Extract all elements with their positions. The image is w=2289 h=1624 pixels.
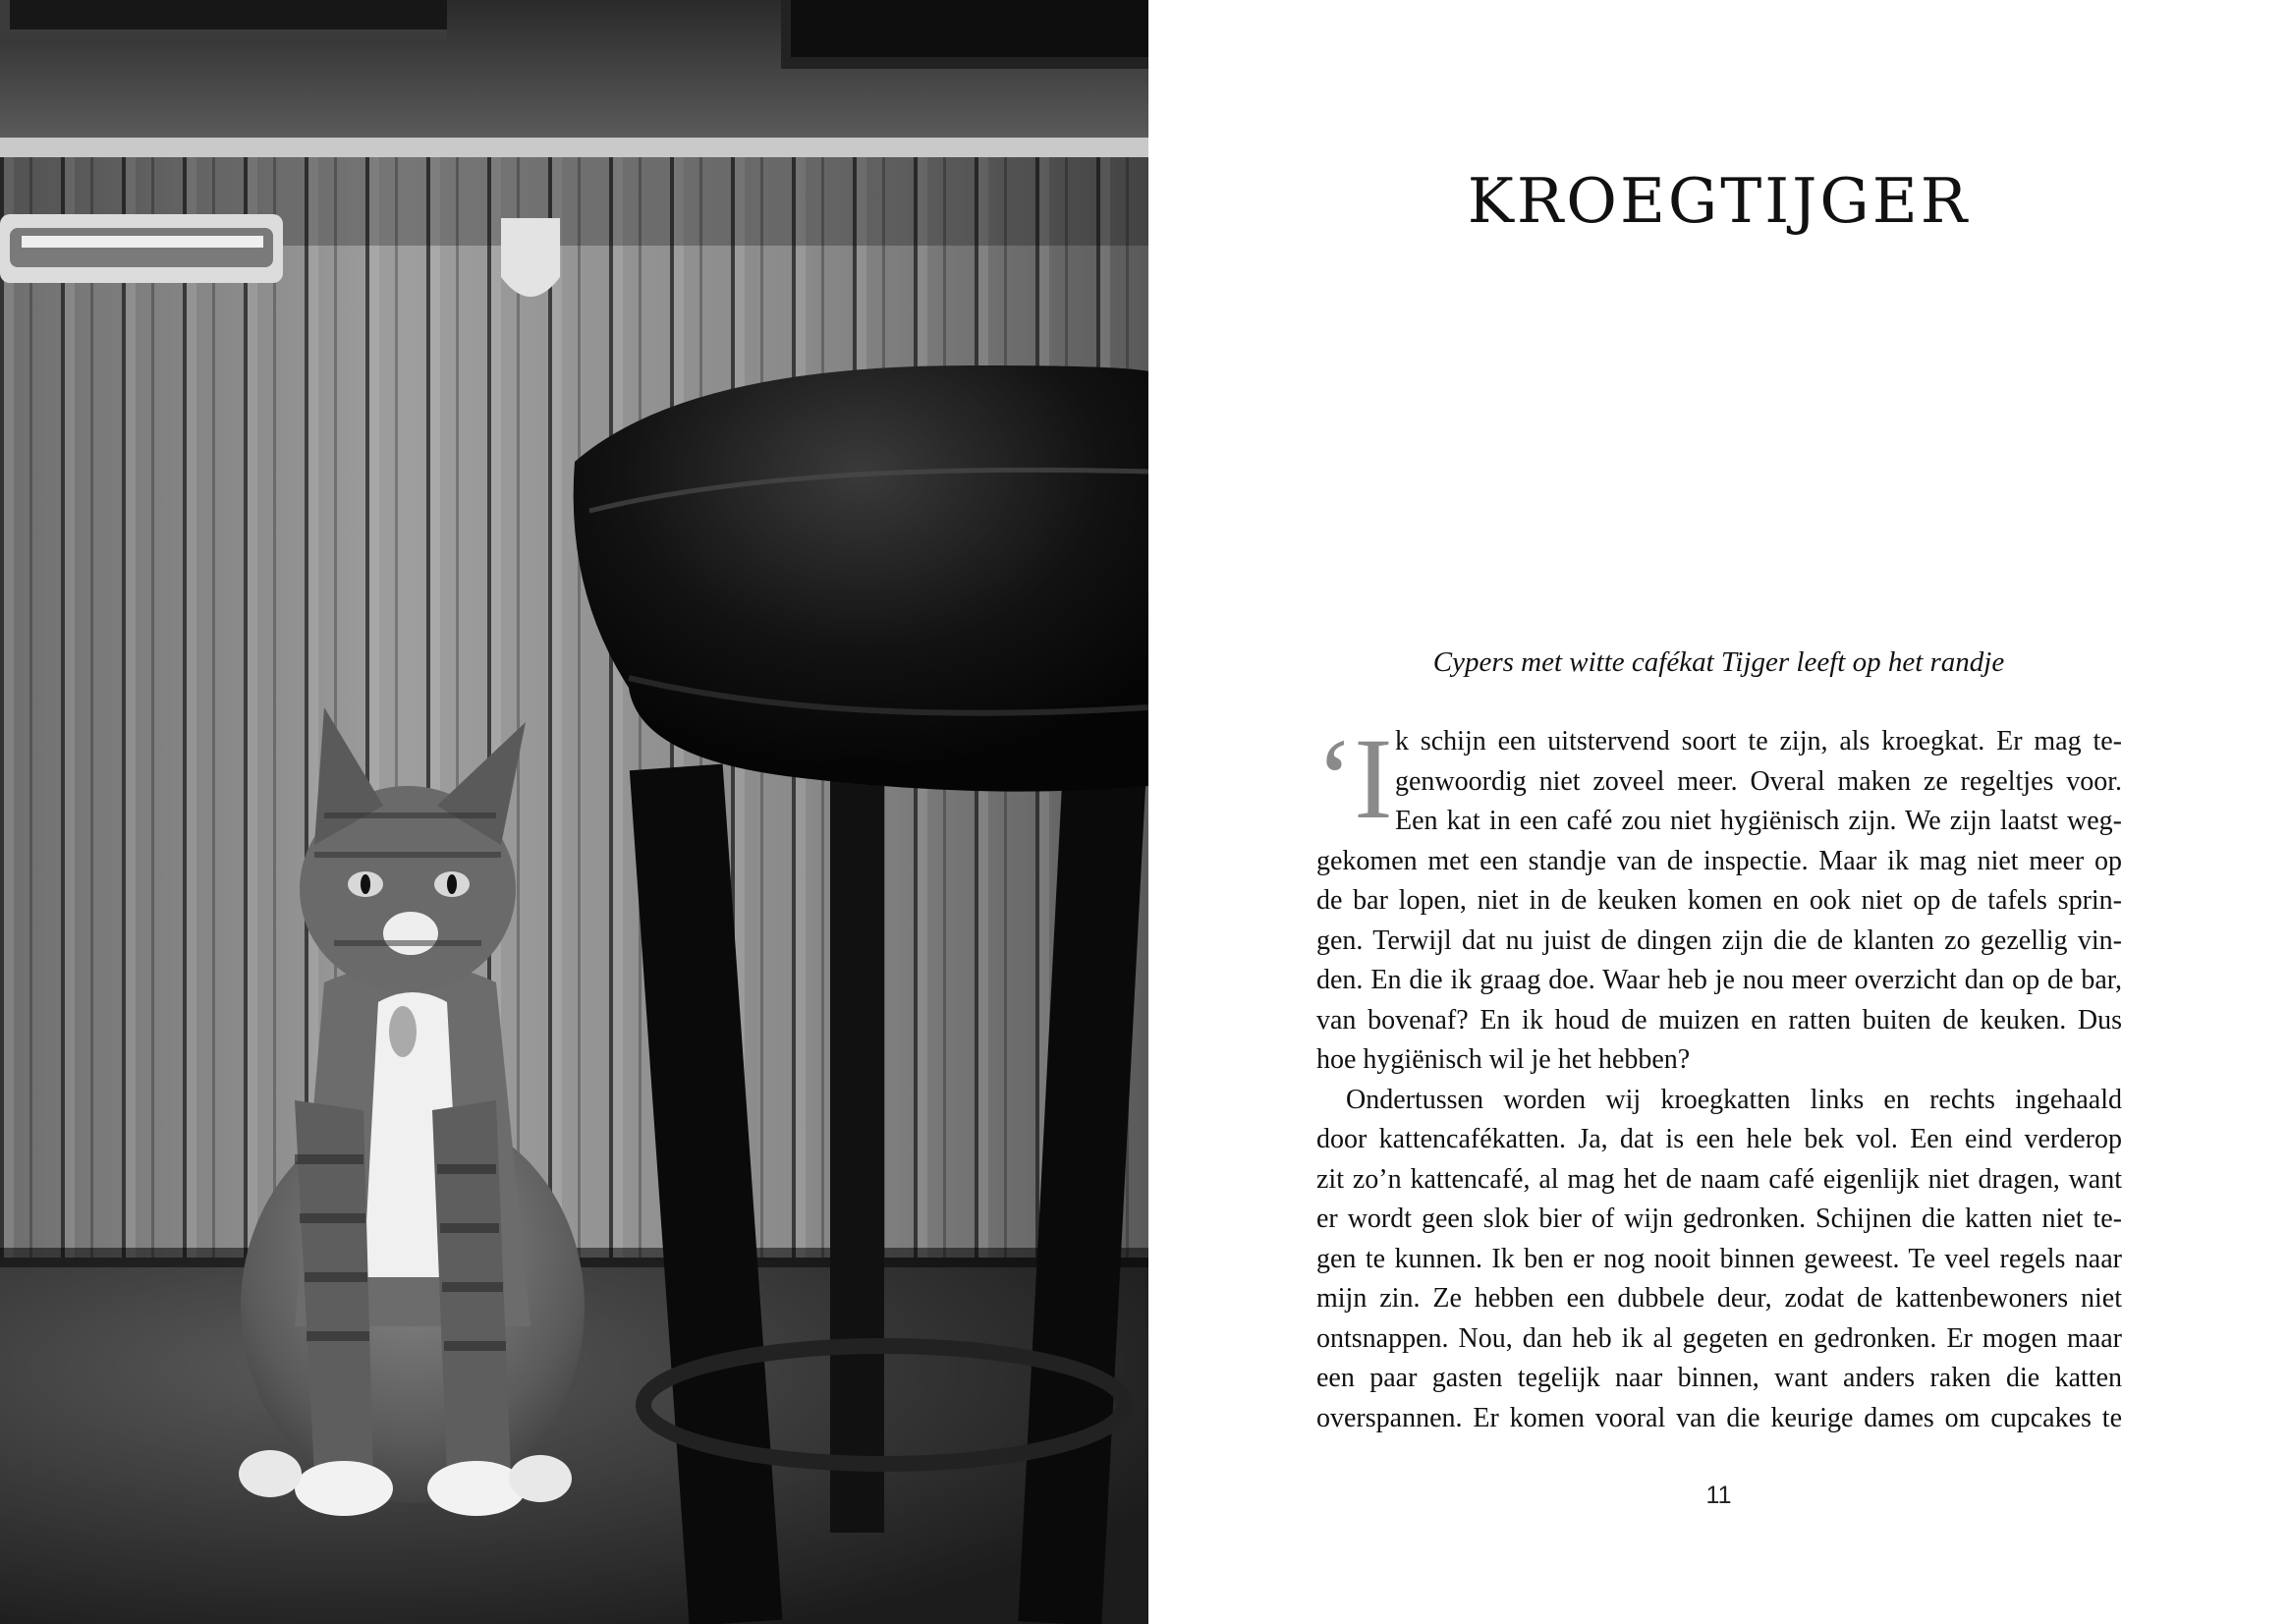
text-line: k schijn een uitstervend soort te zijn, als kroegkat. Er mag te- [1395,726,2122,756]
text-line: zit zo’n kattencafé, al mag het de naam café eigenlijk niet dragen, want [1316,1163,2122,1195]
text-page [1148,0,2289,1624]
text-line: Ondertussen worden wij kroegkatten links en rechts ingehaald [1346,1084,2122,1115]
chapter-subtitle: Cypers met witte cafékat Tijger leeft op het randje [1432,646,2005,678]
page-number: 11 [1705,1482,1732,1509]
text-line: mijn zin. Ze hebben een dubbele deur, zodat de kattenbewoners niet [1316,1283,2122,1314]
bar-stool [574,365,1148,1624]
text-line: genwoordig niet zoveel meer. Overal maken ze regeltjes voor. [1395,765,2122,797]
text-line: hoe hygiënisch wil je het hebben? [1316,1044,1691,1075]
text-line: de bar lopen, niet in de keuken komen en ook niet op de tafels sprin- [1316,885,2122,916]
text-line: er wordt geen slok bier of wijn gedronken. Schijnen die katten niet te- [1316,1204,2122,1234]
text-line: gekomen met een standje van de inspectie. Maar ik mag niet meer op [1316,845,2122,876]
text-line: van bovenaf? En ik houd de muizen en ratten buiten de keuken. Dus [1316,1004,2122,1036]
text-line: door kattencafékatten. Ja, dat is een hele bek vol. Een eind verderop [1316,1124,2122,1154]
text-line: gen. Terwijl dat nu juist de dingen zijn die de klanten zo gezellig vin- [1316,924,2122,956]
text-line: overspannen. Er komen vooral van die keurige dames om cupcakes te [1316,1402,2122,1433]
text-line: gen te kunnen. Ik ben er nog nooit binnen geweest. Te veel regels naar [1316,1243,2122,1274]
text-line: ontsnappen. Nou, dan heb ik al gegeten en gedronken. Er mogen maar [1316,1322,2122,1354]
chapter-title: KROEGTIJGER [1467,165,1971,237]
text-line: Een kat in een café zou niet hygiënisch zijn. We zijn laatst weg- [1395,806,2122,836]
text-line: een paar gasten tegelijk naar binnen, want anders raken die katten [1316,1363,2122,1393]
drop-cap: ‘I [1315,714,1393,843]
text-line: den. En die ik graag doe. Waar heb je nou meer overzicht dan op de bar, [1316,965,2122,995]
body-text [1315,714,2122,1438]
